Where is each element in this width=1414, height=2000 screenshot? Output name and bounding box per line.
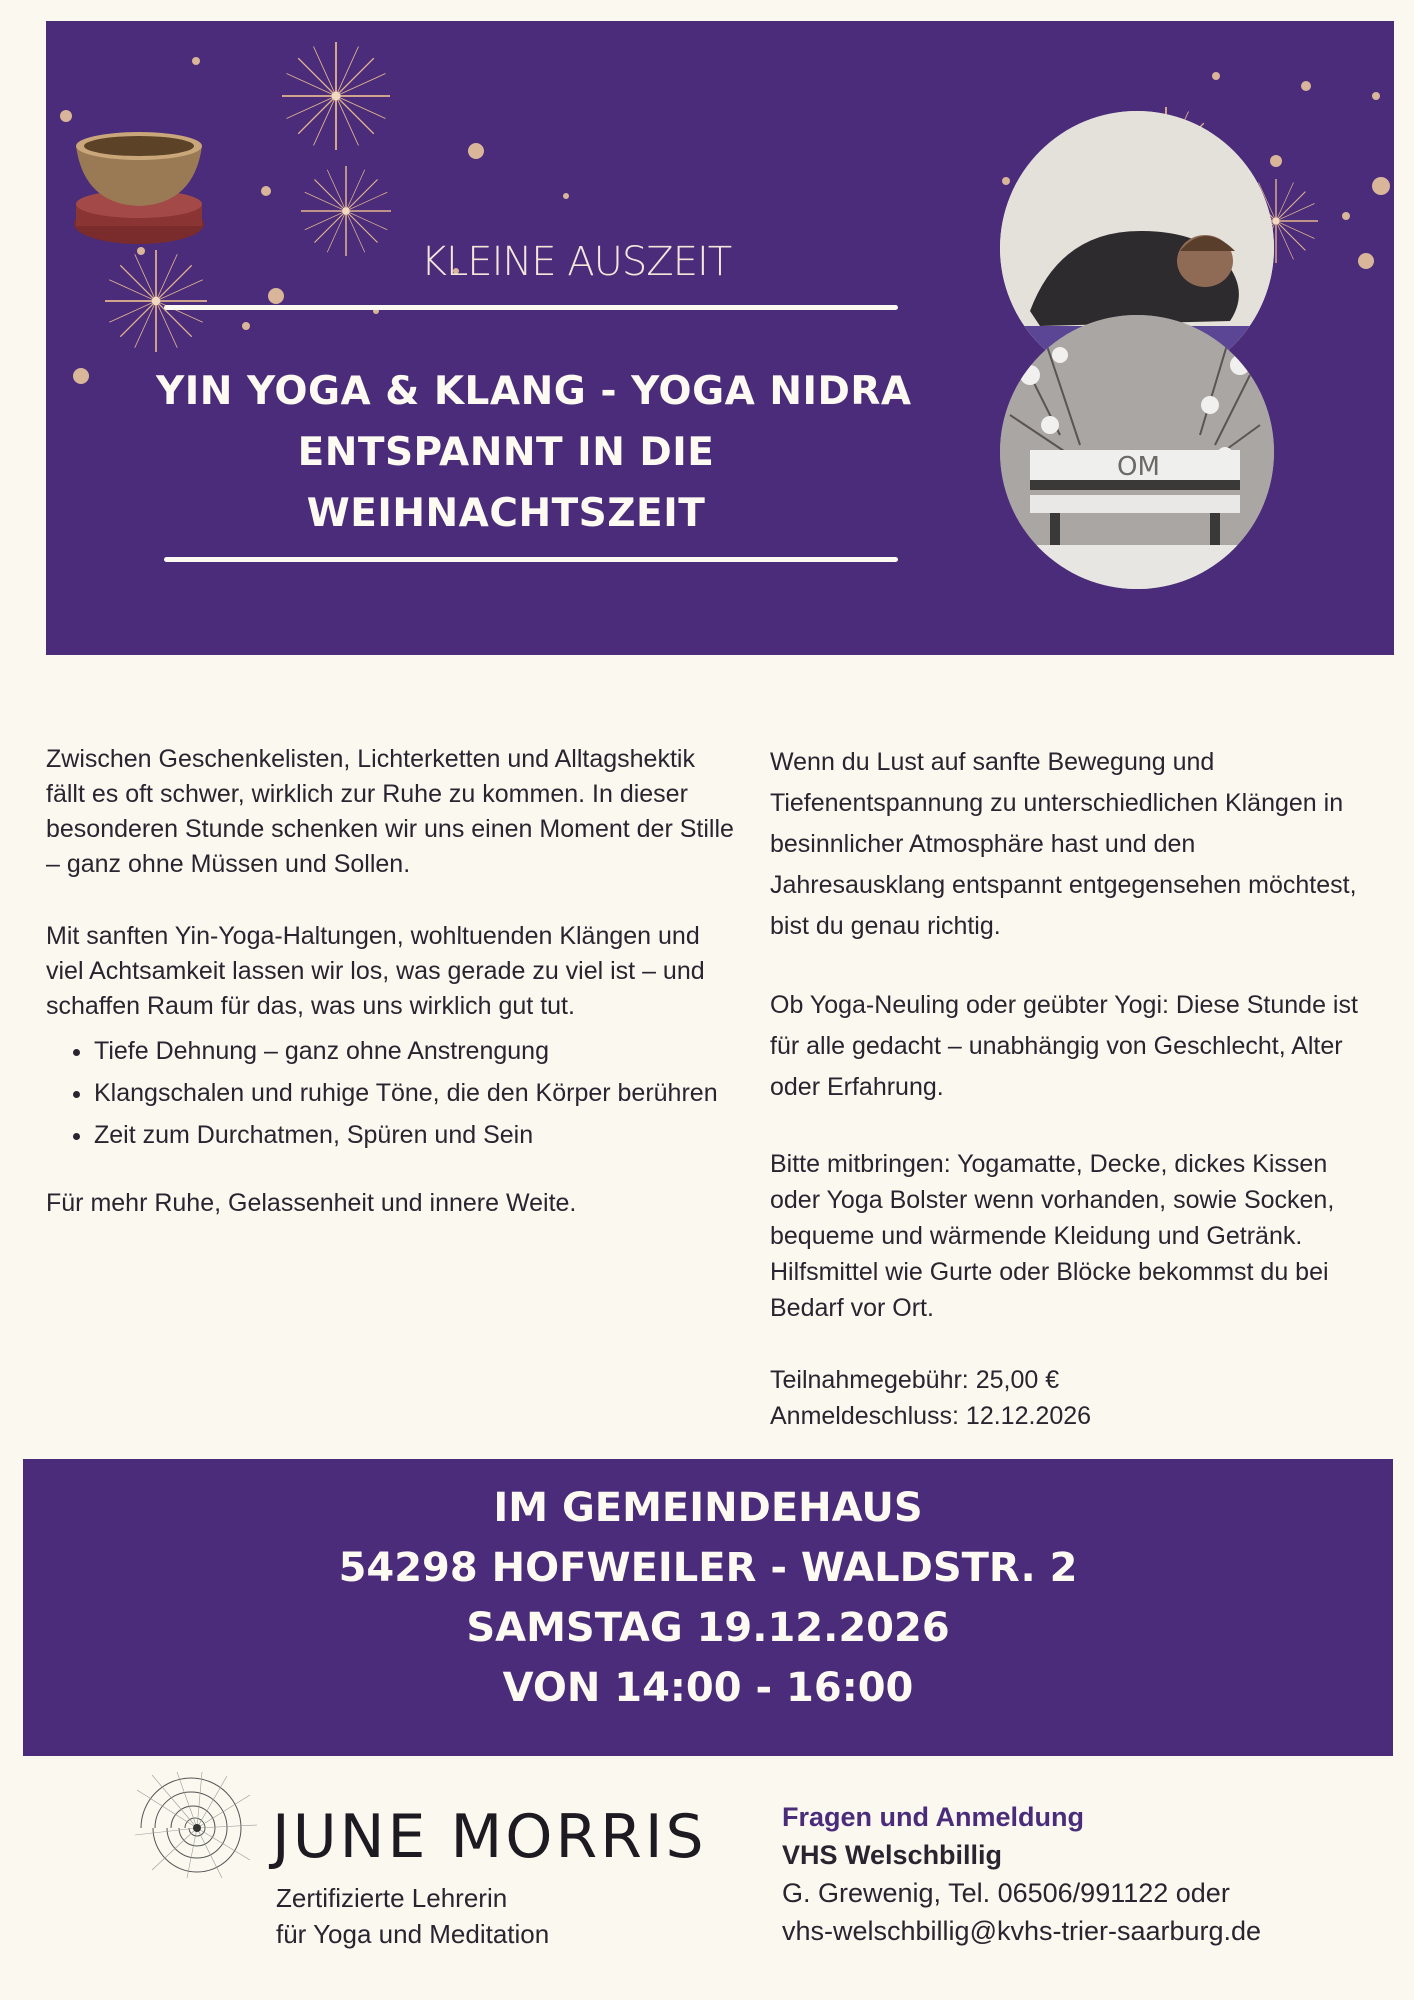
top-divider — [164, 305, 898, 310]
title-line-2: ENTSPANNT IN DIE — [297, 430, 715, 475]
contact-block — [782, 1798, 1261, 1950]
event-info-box — [23, 1459, 1393, 1756]
title-line-1: YIN YOGA & KLANG - YOGA NIDRA — [156, 369, 912, 414]
left-paragraph-2: Mit sanften Yin-Yoga-Haltungen, wohltuenden Klängen und viel Achtsamkeit lassen wir los, was gerade zu viel ist – und schaffen Raum für das, was uns wirklich gut tut. — [46, 922, 705, 1020]
right-paragraph-3: Bitte mitbringen: Yogamatte, Decke, dickes Kissen oder Yoga Bolster wenn vorhanden, sowie Socken, bequeme und wärmende Kleidung und Getränk. Hilfsmittel wie Gurte oder Blöcke bekommst du bei Bedarf vor Ort. — [770, 1150, 1335, 1322]
list-item: • Tiefe Dehnung – ganz ohne Anstrengung — [94, 1030, 736, 1072]
right-paragraph-2: Ob Yoga-Neuling oder geübter Yogi: Diese Stunde ist für alle gedacht – unabhängig von Geschlecht, Alter oder Erfahrung. — [770, 991, 1358, 1101]
left-column — [46, 742, 736, 1221]
subtitle-line-1: Zertifizierte Lehrerin — [276, 1883, 508, 1913]
left-paragraph-3: Für mehr Ruhe, Gelassenheit und innere Weite. — [46, 1189, 577, 1217]
snowy-bench-photo — [1000, 315, 1274, 589]
bottom-divider — [164, 557, 898, 562]
contact-organization: VHS Welschbillig — [782, 1840, 1003, 1870]
contact-email-link[interactable]: vhs-welschbillig@kvhs-trier-saarburg.de — [782, 1916, 1262, 1946]
list-item: • Klangschalen und ruhige Töne, die den Körper berühren — [94, 1072, 736, 1114]
header-banner — [46, 21, 1394, 655]
title-line-3: WEIHNACHTSZEIT — [306, 491, 706, 536]
singing-bowl-image — [64, 116, 214, 256]
venue-text: IM GEMEINDEHAUS — [493, 1485, 923, 1531]
contact-phone: G. Grewenig, Tel. 06506/991122 oder — [782, 1878, 1230, 1908]
teacher-subtitle — [276, 1880, 549, 1952]
fee-text: Teilnahmegebühr: 25,00 € — [770, 1366, 1060, 1394]
teacher-name: JUNE MORRIS — [272, 1802, 707, 1872]
deadline-text: Anmeldeschluss: 12.12.2026 — [770, 1402, 1092, 1430]
address-text: 54298 HOFWEILER - WALDSTR. 2 — [338, 1545, 1078, 1591]
subtitle-line-2: für Yoga und Meditation — [276, 1919, 550, 1949]
contact-heading: Fragen und Anmeldung — [782, 1802, 1084, 1832]
date-text: SAMSTAG 19.12.2026 — [466, 1605, 950, 1651]
right-column — [770, 742, 1370, 1434]
right-paragraph-1: Wenn du Lust auf sanfte Bewegung und Tiefenentspannung zu unterschiedlichen Klängen in besinnlicher Atmosphäre hast und den Jahresausklang entspannt entgegensehen möchtest, bist du genau richtig. — [770, 748, 1357, 940]
kicker-text: KLEINE AUSZEIT — [420, 239, 732, 285]
left-paragraph-1: Zwischen Geschenkelisten, Lichterketten und Alltagshektik fällt es oft schwer, wirklich zur Ruhe zu kommen. In dieser besonderen Stunde schenken wir uns einen Moment der Stille – ganz ohne Müssen und Sollen. — [46, 745, 734, 878]
feature-list — [46, 1030, 736, 1156]
time-text: VON 14:00 - 16:00 — [502, 1665, 914, 1711]
page-title — [156, 361, 912, 544]
bench-om-text: OM — [1117, 452, 1160, 482]
list-item: • Zeit zum Durchatmen, Spüren und Sein — [94, 1114, 736, 1156]
spiral-logo-icon — [132, 1770, 262, 1880]
